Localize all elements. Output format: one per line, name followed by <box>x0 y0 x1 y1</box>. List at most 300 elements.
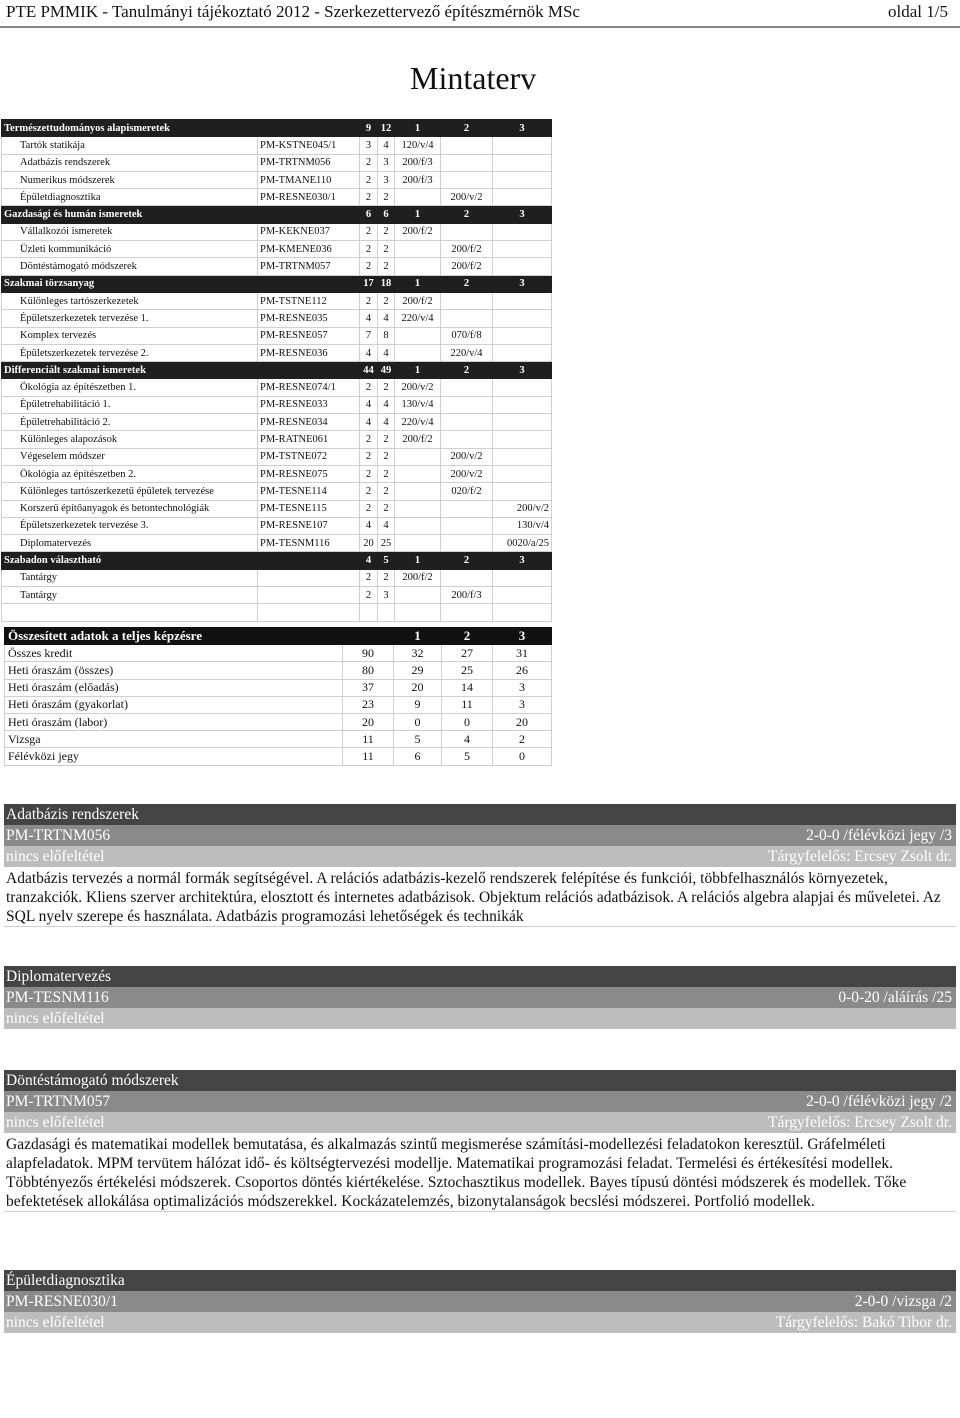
semester-2-value <box>441 414 493 431</box>
course-hours: 2-0-0 /félévközi jegy /3 <box>806 827 952 844</box>
semester-1-value <box>395 344 441 361</box>
semester-2-header: 2 <box>441 552 493 569</box>
course-row <box>2 258 552 275</box>
course-row <box>2 327 552 344</box>
semester-3-value <box>493 587 552 604</box>
course-row <box>2 344 552 361</box>
semester-3-value <box>493 137 552 154</box>
semester-3-header: 3 <box>493 275 552 292</box>
semester-1-header: 1 <box>395 120 441 137</box>
semester-3-value <box>493 448 552 465</box>
semester-1-value <box>395 258 441 275</box>
summary-total: 90 <box>343 645 394 662</box>
summary-label: Heti óraszám (gyakorlat) <box>5 696 343 713</box>
course-credits: 2 <box>378 483 395 500</box>
course-code-row <box>4 987 956 1008</box>
section-credits-b: 18 <box>378 275 395 292</box>
course-row <box>2 535 552 552</box>
summary-sem2: 0 <box>442 713 493 730</box>
section-header <box>2 552 552 569</box>
semester-3-value <box>493 258 552 275</box>
course-code: PM-TESNE114 <box>258 483 360 500</box>
semester-1-value <box>395 465 441 482</box>
course-hours: 4 <box>360 414 378 431</box>
course-credits: 2 <box>378 465 395 482</box>
course-hours: 2 <box>360 448 378 465</box>
semester-1-value <box>395 241 441 258</box>
course-block <box>4 966 956 1029</box>
course-prereq-row <box>4 1312 956 1333</box>
course-hours: 2 <box>360 483 378 500</box>
course-credits: 3 <box>378 171 395 188</box>
course-hours: 2 <box>360 587 378 604</box>
section-credits-a: 4 <box>360 552 378 569</box>
summary-header-sem2: 2 <box>442 628 493 645</box>
course-code: PM-TSTNE112 <box>258 292 360 309</box>
course-hours: 0-0-20 /aláírás /25 <box>838 989 952 1006</box>
semester-1-value: 200/f/3 <box>395 154 441 171</box>
course-title: Döntéstámogató módszerek <box>4 1070 956 1091</box>
summary-total: 11 <box>343 731 394 748</box>
summary-sem1: 6 <box>394 748 442 765</box>
course-description: Adatbázis tervezés a normál formák segítségével. A relációs adatbázis-kezelő rendszerek felépítése és funkciói, többfelhasználós környezetek, tranzakciók. Kliens szerver architektúra, elosztott és internetes adatbázisok. Objektum relációs adatbázisok. A relációs algebra alapjai és műveletei. Az SQL nyelv szerepe és használata. Adatbázis programozási lehetőségek és technikák <box>4 867 956 927</box>
course-code: PM-RESNE033 <box>258 396 360 413</box>
semester-1-value: 130/v/4 <box>395 396 441 413</box>
course-credits: 2 <box>378 431 395 448</box>
summary-label: Félévközi jegy <box>5 748 343 765</box>
course-row <box>2 137 552 154</box>
course-row <box>2 292 552 309</box>
summary-label: Vizsga <box>5 731 343 748</box>
course-credits: 2 <box>378 569 395 586</box>
semester-1-header: 1 <box>395 362 441 379</box>
summary-sem2: 11 <box>442 696 493 713</box>
semester-2-value <box>441 154 493 171</box>
course-credits: 2 <box>378 292 395 309</box>
course-responsible: Tárgyfelelős: Ercsey Zsolt dr. <box>768 848 952 865</box>
semester-1-header: 1 <box>395 206 441 223</box>
course-name: Ökológia az építészetben 1. <box>2 379 258 396</box>
semester-2-value <box>441 500 493 517</box>
course-credits: 3 <box>378 587 395 604</box>
course-credits: 2 <box>378 223 395 240</box>
course-name: Végeselem módszer <box>2 448 258 465</box>
semester-1-value: 200/f/2 <box>395 223 441 240</box>
semester-2-value: 200/f/2 <box>441 258 493 275</box>
course-title: Adatbázis rendszerek <box>4 804 956 825</box>
semester-1-value <box>395 517 441 534</box>
course-row <box>2 223 552 240</box>
course-row <box>2 569 552 586</box>
semester-2-value <box>441 431 493 448</box>
course-hours: 2 <box>360 379 378 396</box>
summary-row <box>5 662 552 679</box>
curriculum-body <box>2 120 552 622</box>
semester-3-header: 3 <box>493 120 552 137</box>
course-row <box>2 414 552 431</box>
course-code: PM-TRTNM057 <box>258 258 360 275</box>
course-name: Ökológia az építészetben 2. <box>2 465 258 482</box>
course-name: Diplomatervezés <box>2 535 258 552</box>
summary-sem1: 32 <box>394 645 442 662</box>
course-code: PM-RESNE057 <box>258 327 360 344</box>
course-code: PM-RESNE034 <box>258 414 360 431</box>
summary-sem3: 3 <box>493 679 552 696</box>
course-hours: 20 <box>360 535 378 552</box>
semester-2-value <box>441 292 493 309</box>
semester-3-value <box>493 569 552 586</box>
summary-header-sem1: 1 <box>394 628 442 645</box>
semester-3-value: 0020/a/25 <box>493 535 552 552</box>
course-description: Gazdasági és matematikai modellek bemutatása, és alkalmazás szintű megismerése számítási-modellezési feladatokon keresztül. Gráfelméleti alapfeladatok. MPM tervütem hálózat idő- és költségtervezési modellje. Matematikai programozási feladat. Termelési és értékesítési modellek. Többtényezős értékelési módszerek. Csoportos döntés kiértékelése. Sztochasztikus modellek. Bayes típusú döntési módszerek és modellek. Tőke befektetések allokálása optimalizációs módszerekkel. Kockázatelemzés, bizonytalanságok becslési módszerei. Portfolió modellek. <box>4 1133 956 1212</box>
semester-1-value: 200/f/2 <box>395 292 441 309</box>
course-name: Épületrehabilitáció 2. <box>2 414 258 431</box>
summary-row <box>5 748 552 765</box>
summary-total: 11 <box>343 748 394 765</box>
course-name: Numerikus módszerek <box>2 171 258 188</box>
semester-1-value: 220/v/4 <box>395 414 441 431</box>
semester-1-header: 1 <box>395 552 441 569</box>
section-header <box>2 275 552 292</box>
course-hours: 4 <box>360 396 378 413</box>
course-credits: 4 <box>378 396 395 413</box>
summary-sem3: 20 <box>493 713 552 730</box>
summary-row <box>5 679 552 696</box>
course-code: PM-KEKNE037 <box>258 223 360 240</box>
semester-2-value: 200/v/2 <box>441 448 493 465</box>
course-prereq-row <box>4 1008 956 1029</box>
course-name: Épületdiagnosztika <box>2 189 258 206</box>
semester-1-value <box>395 535 441 552</box>
section-name: Differenciált szakmai ismeretek <box>2 362 360 379</box>
summary-sem1: 29 <box>394 662 442 679</box>
course-hours: 2 <box>360 258 378 275</box>
semester-3-header: 3 <box>493 362 552 379</box>
semester-3-header: 3 <box>493 206 552 223</box>
semester-2-value <box>441 223 493 240</box>
course-row <box>2 465 552 482</box>
course-code: PM-TESNM116 <box>258 535 360 552</box>
course-hours: 4 <box>360 517 378 534</box>
course-block <box>4 1070 956 1212</box>
course-prereq: nincs előfeltétel <box>6 1010 105 1027</box>
summary-header-sem3: 3 <box>493 628 552 645</box>
section-credits-b: 49 <box>378 362 395 379</box>
summary-sem3: 2 <box>493 731 552 748</box>
summary-sem1: 5 <box>394 731 442 748</box>
semester-3-value <box>493 310 552 327</box>
summary-row <box>5 645 552 662</box>
course-block <box>4 804 956 927</box>
summary-row <box>5 731 552 748</box>
course-title: Épületdiagnosztika <box>4 1270 956 1291</box>
summary-label: Heti óraszám (labor) <box>5 713 343 730</box>
summary-total: 23 <box>343 696 394 713</box>
course-code: PM-RESNE036 <box>258 344 360 361</box>
course-prereq: nincs előfeltétel <box>6 1114 105 1131</box>
summary-sem3: 3 <box>493 696 552 713</box>
semester-1-value: 200/f/2 <box>395 431 441 448</box>
summary-sem2: 14 <box>442 679 493 696</box>
course-hours: 2-0-0 /vizsga /2 <box>854 1293 952 1310</box>
course-row <box>2 517 552 534</box>
summary-label: Heti óraszám (összes) <box>5 662 343 679</box>
semester-1-value <box>395 587 441 604</box>
semester-2-header: 2 <box>441 362 493 379</box>
semester-3-value <box>493 431 552 448</box>
course-responsible: Tárgyfelelős: Bakó Tibor dr. <box>775 1314 952 1331</box>
course-name: Korszerű építőanyagok és betontechnológiák <box>2 500 258 517</box>
course-credits: 2 <box>378 258 395 275</box>
summary-label: Összes kredit <box>5 645 343 662</box>
semester-3-value <box>493 344 552 361</box>
summary-table <box>4 627 552 766</box>
page-title: Mintaterv <box>410 60 537 96</box>
semester-1-value <box>395 483 441 500</box>
semester-3-value <box>493 292 552 309</box>
course-name: Vállalkozói ismeretek <box>2 223 258 240</box>
semester-2-header: 2 <box>441 275 493 292</box>
course-code <box>258 569 360 586</box>
semester-1-value: 200/v/2 <box>395 379 441 396</box>
semester-1-value: 200/f/2 <box>395 569 441 586</box>
summary-header <box>5 628 552 645</box>
course-code: PM-RESNE107 <box>258 517 360 534</box>
course-credits: 4 <box>378 310 395 327</box>
semester-2-value <box>441 171 493 188</box>
section-header <box>2 120 552 137</box>
summary-body <box>5 645 552 765</box>
section-credits-b: 12 <box>378 120 395 137</box>
semester-2-header: 2 <box>441 120 493 137</box>
course-credits: 4 <box>378 344 395 361</box>
course-prereq-row <box>4 846 956 867</box>
course-credits: 4 <box>378 137 395 154</box>
course-row <box>2 379 552 396</box>
semester-2-value <box>441 137 493 154</box>
semester-3-value <box>493 396 552 413</box>
semester-2-value <box>441 379 493 396</box>
semester-3-value <box>493 465 552 482</box>
course-name: Épületrehabilitáció 1. <box>2 396 258 413</box>
course-hours: 2 <box>360 500 378 517</box>
semester-1-value <box>395 189 441 206</box>
course-hours: 4 <box>360 344 378 361</box>
semester-1-value: 120/v/4 <box>395 137 441 154</box>
course-hours: 2 <box>360 154 378 171</box>
course-name: Tantárgy <box>2 587 258 604</box>
header-title: PTE PMMIK - Tanulmányi tájékoztató 2012 - Szerkezettervező építészmérnök MSc <box>6 2 580 21</box>
semester-3-value <box>493 483 552 500</box>
course-code-row <box>4 1091 956 1112</box>
course-name: Épületszerkezetek tervezése 3. <box>2 517 258 534</box>
semester-1-value: 220/v/4 <box>395 310 441 327</box>
summary-sem3: 26 <box>493 662 552 679</box>
course-code: PM-TRTNM056 <box>258 154 360 171</box>
semester-1-header: 1 <box>395 275 441 292</box>
summary-row <box>5 713 552 730</box>
course-code: PM-TMANE110 <box>258 171 360 188</box>
summary-total: 20 <box>343 713 394 730</box>
section-name: Szabadon választható <box>2 552 360 569</box>
course-hours: 2 <box>360 171 378 188</box>
course-code: PM-TRTNM057 <box>6 1093 111 1110</box>
course-code: PM-TRTNM056 <box>6 827 111 844</box>
section-credits-a: 17 <box>360 275 378 292</box>
course-code: PM-RESNE030/1 <box>258 189 360 206</box>
course-code-row <box>4 825 956 846</box>
course-row <box>2 189 552 206</box>
semester-3-value <box>493 223 552 240</box>
summary-row <box>5 696 552 713</box>
summary-sem1: 9 <box>394 696 442 713</box>
semester-3-value <box>493 171 552 188</box>
course-credits: 2 <box>378 448 395 465</box>
section-header <box>2 206 552 223</box>
semester-2-value <box>441 396 493 413</box>
course-credits: 2 <box>378 379 395 396</box>
course-hours: 2 <box>360 292 378 309</box>
course-name: Döntéstámogató módszerek <box>2 258 258 275</box>
summary-sem2: 27 <box>442 645 493 662</box>
course-code: PM-KMENE036 <box>258 241 360 258</box>
course-row <box>2 310 552 327</box>
semester-2-header: 2 <box>441 206 493 223</box>
semester-2-value: 200/f/3 <box>441 587 493 604</box>
semester-2-value: 070/f/8 <box>441 327 493 344</box>
course-row <box>2 154 552 171</box>
summary-title: Összesített adatok a teljes képzésre <box>5 628 394 645</box>
course-name: Üzleti kommunikáció <box>2 241 258 258</box>
course-credits: 25 <box>378 535 395 552</box>
course-credits: 8 <box>378 327 395 344</box>
semester-3-value: 200/v/2 <box>493 500 552 517</box>
course-hours: 2 <box>360 223 378 240</box>
semester-2-value: 200/f/2 <box>441 241 493 258</box>
course-name: Komplex tervezés <box>2 327 258 344</box>
semester-2-value: 200/v/2 <box>441 465 493 482</box>
course-responsible: Tárgyfelelős: Ercsey Zsolt dr. <box>768 1114 952 1131</box>
semester-3-value <box>493 154 552 171</box>
summary-label: Heti óraszám (előadás) <box>5 679 343 696</box>
course-code <box>258 587 360 604</box>
course-code: PM-TSTNE072 <box>258 448 360 465</box>
course-hours: 4 <box>360 310 378 327</box>
section-name: Szakmai törzsanyag <box>2 275 360 292</box>
course-name: Tantárgy <box>2 569 258 586</box>
course-row <box>2 587 552 604</box>
course-credits: 4 <box>378 414 395 431</box>
course-code: PM-TESNM116 <box>6 989 109 1006</box>
course-row <box>2 500 552 517</box>
summary-sem2: 4 <box>442 731 493 748</box>
summary-sem2: 25 <box>442 662 493 679</box>
course-hours: 2 <box>360 189 378 206</box>
summary-total: 37 <box>343 679 394 696</box>
section-credits-a: 6 <box>360 206 378 223</box>
summary-sem1: 20 <box>394 679 442 696</box>
course-prereq: nincs előfeltétel <box>6 848 105 865</box>
semester-3-value <box>493 241 552 258</box>
course-name: Épületszerkezetek tervezése 1. <box>2 310 258 327</box>
course-credits: 4 <box>378 517 395 534</box>
section-header <box>2 362 552 379</box>
semester-2-value <box>441 535 493 552</box>
semester-1-value <box>395 500 441 517</box>
course-row <box>2 483 552 500</box>
semester-2-value <box>441 310 493 327</box>
course-row <box>2 241 552 258</box>
course-code: PM-RESNE035 <box>258 310 360 327</box>
course-credits: 2 <box>378 189 395 206</box>
summary-total: 80 <box>343 662 394 679</box>
course-code: PM-RATNE061 <box>258 431 360 448</box>
section-credits-a: 9 <box>360 120 378 137</box>
course-prereq: nincs előfeltétel <box>6 1314 105 1331</box>
course-code: PM-TESNE115 <box>258 500 360 517</box>
course-row <box>2 171 552 188</box>
semester-3-value <box>493 327 552 344</box>
empty-row <box>2 604 552 621</box>
course-hours: 2 <box>360 465 378 482</box>
semester-3-value <box>493 379 552 396</box>
course-name: Különleges tartószerkezetű épületek tervezése <box>2 483 258 500</box>
course-prereq-row <box>4 1112 956 1133</box>
course-credits: 2 <box>378 500 395 517</box>
course-hours: 2 <box>360 241 378 258</box>
course-name: Tartók statikája <box>2 137 258 154</box>
course-name: Adatbázis rendszerek <box>2 154 258 171</box>
semester-2-value <box>441 569 493 586</box>
course-hours: 2 <box>360 431 378 448</box>
header-page-number: oldal 1/5 <box>888 2 948 21</box>
course-hours: 7 <box>360 327 378 344</box>
summary-sem2: 5 <box>442 748 493 765</box>
course-row <box>2 396 552 413</box>
semester-2-value <box>441 517 493 534</box>
course-code-row <box>4 1291 956 1312</box>
section-credits-a: 44 <box>360 362 378 379</box>
course-code: PM-RESNE074/1 <box>258 379 360 396</box>
course-name: Különleges tartószerkezetek <box>2 292 258 309</box>
course-hours: 2 <box>360 569 378 586</box>
summary-sem1: 0 <box>394 713 442 730</box>
course-name: Különleges alapozások <box>2 431 258 448</box>
semester-3-header: 3 <box>493 552 552 569</box>
section-name: Gazdasági és humán ismeretek <box>2 206 360 223</box>
semester-1-value <box>395 448 441 465</box>
semester-1-value: 200/f/3 <box>395 171 441 188</box>
course-row <box>2 448 552 465</box>
section-credits-b: 6 <box>378 206 395 223</box>
course-code: PM-RESNE030/1 <box>6 1293 118 1310</box>
section-credits-b: 5 <box>378 552 395 569</box>
semester-3-value: 130/v/4 <box>493 517 552 534</box>
semester-2-value: 020/f/2 <box>441 483 493 500</box>
course-hours: 2-0-0 /félévközi jegy /2 <box>806 1093 952 1110</box>
curriculum-table <box>1 119 552 622</box>
course-code: PM-KSTNE045/1 <box>258 137 360 154</box>
course-credits: 3 <box>378 154 395 171</box>
semester-3-value <box>493 414 552 431</box>
header-rule <box>0 26 960 28</box>
section-name: Természettudományos alapismeretek <box>2 120 360 137</box>
semester-3-value <box>493 189 552 206</box>
semester-2-value: 200/v/2 <box>441 189 493 206</box>
course-name: Épületszerkezetek tervezése 2. <box>2 344 258 361</box>
semester-1-value <box>395 327 441 344</box>
summary-sem3: 31 <box>493 645 552 662</box>
